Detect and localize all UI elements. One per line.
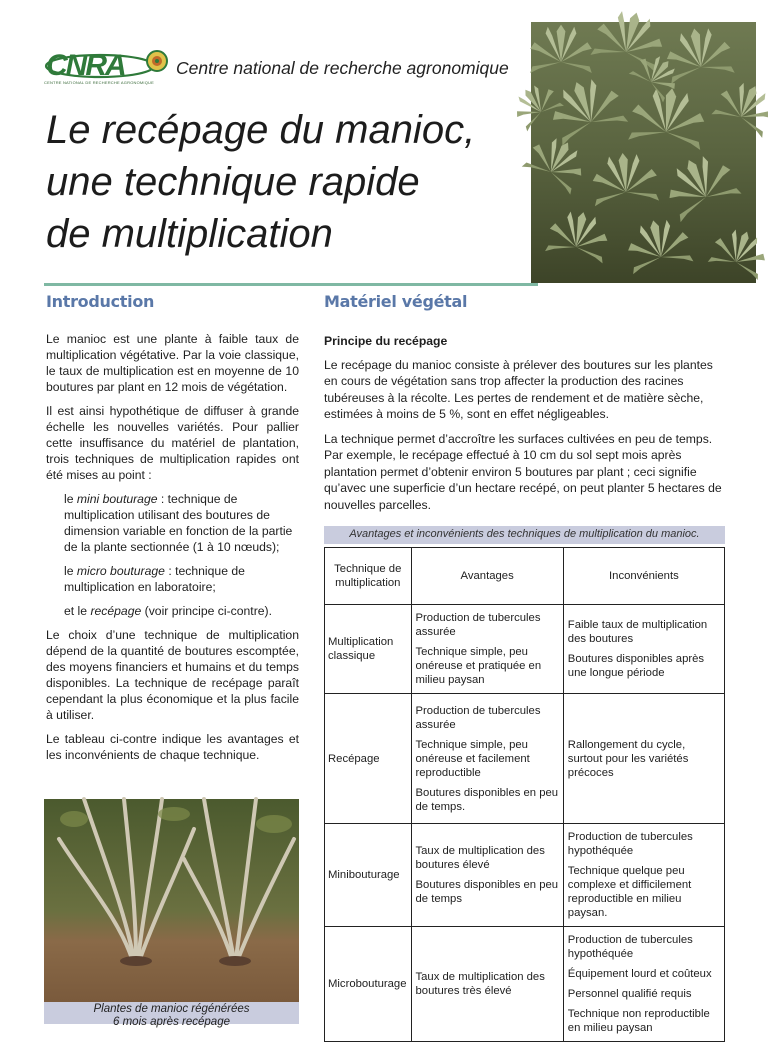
item-term: recépage [90, 604, 142, 618]
intro-paragraph-2: Il est ainsi hypothétique de diffuser à grande échelle les nouvelles variétés. Pour pallier cette insuffisance du matériel de plantation, trois techniques de multiplication rapides ont été mises au point : [46, 404, 299, 482]
item-term: mini bouturage [76, 492, 158, 506]
advantage-item: Production de tubercules assurée [415, 704, 541, 731]
disadvantage-item: Faible taux de multiplication des boutures [567, 619, 708, 645]
advantages-cell [411, 605, 563, 694]
advantages-cell [411, 927, 563, 1042]
disadvantage-item: Production de tubercules hypothéquée [567, 934, 693, 960]
item-prefix: et le [64, 604, 91, 618]
advantages-cell [411, 694, 563, 824]
advantage-item: Technique simple, peu onéreuse et facilement reproductible [415, 738, 530, 779]
header-divider [44, 283, 538, 286]
title-line-3: de multiplication [46, 212, 333, 256]
advantage-item: Taux de multiplication des boutures très élevé [415, 971, 545, 997]
table-row [325, 605, 725, 694]
technique-item-minibouturage [46, 491, 299, 555]
intro-paragraph-4: Le tableau ci-contre indique les avantages et les inconvénients de chaque technique. [46, 732, 299, 762]
technique-item-recepage [46, 603, 299, 619]
item-text: : technique de multiplication en laboratoire; [64, 564, 245, 594]
disadvantages-cell [563, 694, 724, 824]
photo-caption-line-2: 6 mois après recépage [113, 1016, 230, 1028]
organization-name: Centre national de recherche agronomique [176, 58, 509, 78]
item-prefix: le [64, 564, 77, 578]
technique-cell: Microbouturage [325, 927, 412, 1042]
item-text: (voir principe ci-contre). [141, 604, 272, 618]
item-text: : technique de multiplication utilisant des boutures de dimension variable en fonction de la partie de la plante sectionnée (1 à 10 nœuds); [64, 492, 293, 554]
item-term: micro bouturage [76, 564, 165, 578]
title-line-2: une technique rapide [46, 160, 420, 204]
disadvantage-item: Production de tubercules hypothéquée [567, 831, 693, 857]
disadvantages-cell [563, 605, 724, 694]
item-prefix: le [64, 492, 77, 506]
advantage-item: Boutures disponibles en peu de temps. [415, 786, 559, 813]
table-caption: Avantages et inconvénients des techniques de multiplication du manioc. [324, 526, 725, 544]
materiel-column [324, 333, 724, 521]
logo-subtext: CENTRE NATIONAL DE RECHERCHE AGRONOMIQUE [44, 80, 155, 85]
advantage-item: Technique simple, peu onéreuse et pratiquée en milieu paysan [415, 646, 542, 686]
advantage-item: Production de tubercules assurée [415, 612, 541, 638]
introduction-column [46, 331, 299, 771]
technique-item-microbouturage [46, 563, 299, 595]
technique-cell: Multiplication classique [325, 605, 412, 694]
materiel-paragraph-2: La technique permet d’accroître les surfaces cultivées en peu de temps. Par exemple, le recépage effectué à 10 cm du sol sept mois après plantation permet d’obtenir environ 5 boutures par plant ; ceci signifie qu’avec une superficie d’un hectare recépé, on peut planter 5 hectares de nouvelles parcelles. [324, 431, 722, 512]
document-title [46, 104, 526, 260]
technique-cell: Minibouturage [325, 824, 412, 927]
disadvantage-item: Boutures disponibles après une longue période [567, 653, 705, 679]
title-line-1: Le recépage du manioc, [46, 108, 476, 152]
table-row [325, 927, 725, 1042]
materiel-paragraph-1: Le recépage du manioc consiste à prélever des boutures sur les plantes en cours de végétation sans trop affecter la production des racines tubéreuses à la récolte. Les pertes de rendement et de matière sèche, estimées à moins de 5 %, sont en effet négligeables. [324, 357, 713, 421]
disadvantages-cell [563, 927, 724, 1042]
table-header-row [325, 548, 725, 605]
advantage-item: Taux de multiplication des boutures élevé [415, 845, 545, 871]
advantage-item: Boutures disponibles en peu de temps [415, 879, 559, 905]
techniques-table [324, 547, 725, 1042]
subheading-principe: Principe du recépage [324, 334, 448, 348]
cassava-leaves-photo [531, 22, 756, 283]
section-heading-materiel-vegetal: Matériel végétal [324, 292, 468, 311]
section-heading-introduction: Introduction [46, 292, 155, 311]
advantages-cell [411, 824, 563, 927]
logo-text: CNRA [46, 49, 125, 82]
disadvantages-cell [563, 824, 724, 927]
intro-paragraph-1: Le manioc est une plante à faible taux de multiplication végétative. Par la voie classique, le taux de multiplication est en moyenne de 10 boutures par plant en 12 mois de végétation. [46, 332, 299, 394]
disadvantage-item: Équipement lourd et coûteux [567, 968, 712, 980]
header-disadvantages: Inconvénients [563, 548, 724, 605]
intro-paragraph-3: Le choix d’une technique de multiplication dépend de la quantité de boutures escomptée, des moyens financiers et humains et du temps disponibles. La technique de recépage paraît cependant la plus économique et la plus facile à utiliser. [46, 628, 299, 722]
photo-caption [44, 1002, 299, 1028]
disadvantage-item: Technique quelque peu complexe et difficilement reproductible en milieu paysan. [567, 865, 692, 919]
disadvantage-item: Personnel qualifié requis [567, 988, 692, 1000]
header-advantages: Avantages [411, 548, 563, 605]
regenerated-cassava-photo [44, 799, 299, 1002]
table-row [325, 694, 725, 824]
disadvantage-item: Technique non reproductible en milieu paysan [567, 1008, 710, 1034]
photo-caption-line-1: Plantes de manioc régénérées [93, 1003, 250, 1015]
technique-cell: Recépage [325, 694, 412, 824]
disadvantage-item: Rallongement du cycle, surtout pour les variétés précoces [567, 738, 689, 779]
header-technique: Technique de multiplication [325, 548, 412, 605]
table-row [325, 824, 725, 927]
